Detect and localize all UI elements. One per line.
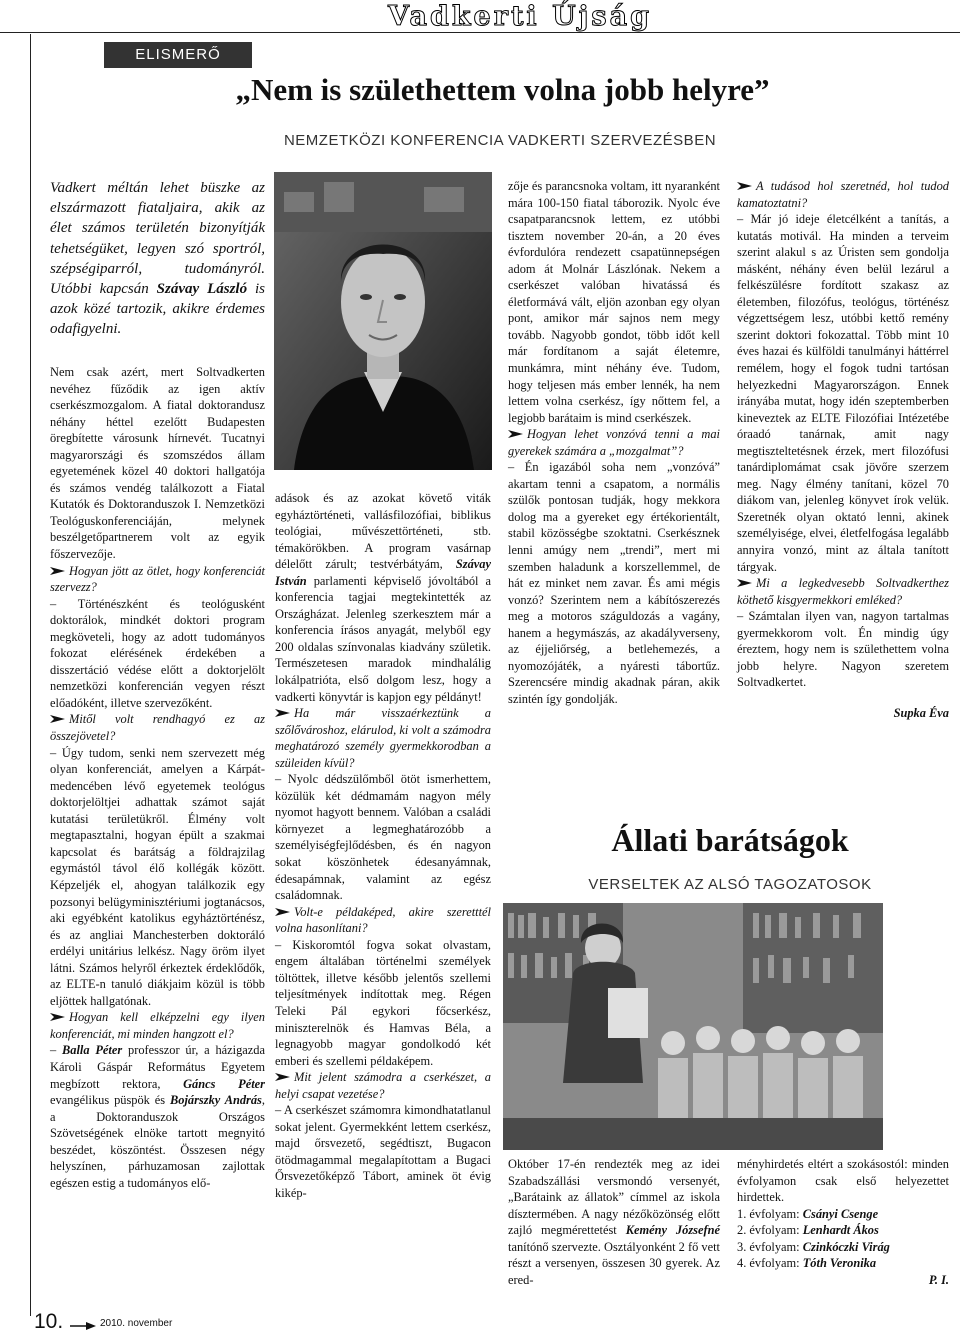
answer-text: –	[50, 1043, 63, 1058]
question-text: Ha már visszaérkeztünk a szőlővároshoz, elárulod, ki volt a számodra meghatározó személy gyermekkorodban a szüleiden kívül?	[275, 706, 491, 770]
col2-answer-2: – Kiskoromtól fogva sokat olvastam, engem általában történelmi személyek töltöttek, illetve később jelentős szellemi teljesítmények indítottak meg. Régen Teleki Pál egykori főcserkész, miniszterelnök és Hamvas Béla, a legnagyobb magyar gondolkodó két emberi és szellemi példaképem.	[275, 937, 491, 1068]
paragraph-text: parlamenti képviselő jóvoltából a konferencia tagjai megtekintették az Országházat. Jelenleg szerkesztem már a konferencia írásos anyagát, melyből egy 200 oldalas színvonalas kiadvány születik. Természetesen maradok mindhalálig lokálpatrióta, első dolgom lesz, hogy a vadkerti könyvtár is kapjon egy példányt!	[275, 573, 491, 704]
col4-question-2	[737, 575, 949, 608]
person-name: Szávay István	[275, 557, 491, 588]
lead-paragraph	[50, 178, 265, 340]
lead-name: Szávay László	[156, 281, 248, 298]
lead-text-1: Vadkert méltán lehet büszke az elszármazott fiataljaira, akik az élet számos területén bizonyítják tehetségüket, legyen szó sportról, szépségiparról, tudományról. Utóbbi kapcsán	[50, 180, 265, 298]
masthead: Vadkerti Újság	[388, 1, 652, 32]
paragraph-text: tanítónő szervezte. Osztályonként 2 fő vett részt a versenyen, összesen 30 gyerek. Az ered-	[508, 1239, 720, 1287]
winner-grade: 1. évfolyam:	[737, 1206, 803, 1221]
column-3	[508, 178, 720, 708]
results-intro: ményhirdetés eltért a szokásostól: minden évfolyamon csak első helyezettet hirdettek.	[737, 1157, 949, 1205]
winner-name: Czinkóczki Virág	[802, 1239, 890, 1254]
article2-column-b	[737, 1156, 949, 1288]
column-4	[737, 178, 949, 722]
winner-grade: 3. évfolyam:	[737, 1239, 803, 1254]
footer-arrow-icon	[70, 1317, 96, 1335]
answer-text: professzor úr, a házigazda Károli Gáspár Református Egyetem megbízott rektora,	[50, 1043, 265, 1091]
section-label: ELISMERŐ	[104, 42, 252, 68]
col3-question-1	[508, 426, 720, 459]
question-text: Mi a legkedvesebb Soltvadkerthez köthető kisgyermekkori emléked?	[737, 576, 949, 607]
winner-row	[737, 1239, 949, 1256]
arrow-icon	[275, 709, 290, 717]
question-text: Hogyan lehet vonzóvá tenni a mai gyerekek számára a „mozgalmat”?	[508, 427, 720, 458]
person-name: Kemény Józsefné	[625, 1223, 720, 1238]
col1-paragraph: Nem csak azért, mert Soltvadkerten nevéhez fűződik az igen aktív cserkészmozgalom. A fiatal doktorandusz néhány héttel ezelőtt Budapesten öregbítette városunk hírnevét. Tucatnyi magyarországi és szomszédos állam egyetemének közel 40 doktori hallgatója és számos vendég találkozott a Fiatal Kutatók és Doktoranduszok I. Nemzetközi Teológuskonferenciáján, melynek beszélgetőpartnerem volt az egyik főszervezője.	[50, 365, 265, 562]
col3-paragraph: zője és parancsnoka voltam, itt nyaranként mára 100-150 fiatal táborozik. Nyolc éve csapatparancsnok lettem, ez utóbbi tisztem november 20-án, a 20 éves évfordulóra rendezett csapatünnepségen adom át Molnár Lászlónak. Nekem a cserkészet valóban hivatássá és életformává vált, eljön azonban egy olyan pont, amikor már sajnos nem megy tovább. Nagyobb gondot, több időt kell már fordítanom a saját életemre, munkámra, mint néhány éve. Tudom, hogy teljesen más ember lennék, ha nem lettem volna cserkész, így nőttem fel, a legjobb barátaim is mind cserkészek.	[508, 179, 720, 425]
arrow-icon	[737, 182, 752, 190]
winner-row	[737, 1206, 949, 1223]
col2-answer-1: – Nyolc dédszülőmből ötöt ismerhettem, közülük két dédmamám nagyon mély nyomot hagyott bennem. Valóban a családi környezet a legmeghatározóbb a személyiségfejlődésben, és én nagyon sokat köszönhetek édesanyámnak, édesapámnak, valamint az egész családomnak.	[275, 772, 491, 903]
headline: „Nem is születhettem volna jobb helyre”	[235, 72, 770, 107]
article2-signature: P. I.	[928, 1272, 949, 1287]
col3-answer-1: – Én igazából soha nem „vonzóvá” akartam tenni a csapatom, a normális szülők pontosan tudják, hogy mekkora dolog ma a gyereket egy értékorientált, stabil közösségbe szoktatni. Cserkésznek lenni amúgy nem „trendi”, mert mi szemben haladunk a korszellemmel, de hát ez minket nem zavar. És ami mégis vonzó? Szerintem nem a kábítószerezés meg a motoros száguldozás a vagány, hanem a hegymászás, az akadályverseny, az éjjeliőrség, a betlehemezés, a nyomozójáték, a nyáresti tábortűz. Szerencsére mindig akadnak páran, akik szintén így gondolják.	[508, 460, 720, 706]
paragraph-text: Október 17-én rendezték meg az idei Szabadszállási versmondó versenyét, „Barátaink az állatok” címmel az iskola dísztermében. A nagy nézőközönség előtt zajló megmérettetést	[508, 1157, 720, 1238]
answer-text: , a Doktoranduszok Országos Szövetségének elnöke tartott megnyitó beszédet, köszöntést. Összesen négy helyszínen, párhuzamosan zajlottak egészen estig a tudományos elő-	[50, 1093, 265, 1190]
col1-question-2	[50, 711, 265, 744]
question-text: Volt-e példaképed, akire szeretttél volna hasonlítani?	[275, 904, 491, 936]
winner-name: Tóth Veronika	[802, 1256, 877, 1271]
winner-row	[737, 1255, 949, 1272]
answer-text: evangélikus püspök és	[50, 1093, 170, 1108]
col2-question-1	[275, 705, 491, 771]
article2-headline: Állati barátságok	[611, 822, 849, 858]
col1-question-3	[50, 1009, 265, 1042]
question-text: Mit jelent számodra a cserkészet, a helyi csapat vezetése?	[275, 1070, 491, 1101]
person-name: Balla Péter	[62, 1043, 123, 1058]
arrow-icon	[275, 1073, 290, 1081]
article2-column-a	[508, 1156, 720, 1288]
arrow-icon	[50, 715, 65, 723]
top-rule	[0, 32, 960, 33]
left-frame-line	[30, 34, 31, 1316]
portrait-photo	[274, 172, 492, 470]
winner-row	[737, 1222, 949, 1239]
col2-paragraph	[275, 490, 491, 705]
col2-question-2	[275, 904, 491, 937]
winner-name: Lenhardt Ákos	[802, 1223, 879, 1238]
col1-answer-3	[50, 1042, 265, 1191]
article2-subheadline: VERSELTEK AZ ALSÓ TAGOZATOSOK	[588, 876, 872, 893]
author-signature: Supka Éva	[893, 705, 949, 720]
person-name: Gáncs Péter	[183, 1076, 265, 1091]
arrow-icon	[50, 567, 65, 575]
article2-paragraph	[508, 1156, 720, 1288]
arrow-icon	[50, 1013, 65, 1021]
question-text: Mitől volt rendhagyó ez az összejövetel?	[50, 712, 265, 744]
winner-grade: 4. évfolyam:	[737, 1256, 803, 1271]
col1-answer-1: – Történészként és teológusként doktorálok, mindkét doktori program megköveteli, hogy az adott tudományos fokozat elérésének érdekében a disszertáció védése előtt a doktorjelölt nemzetközi konferencián vegyen részt előadóként, illetve szervezőként.	[50, 596, 265, 710]
winner-name: Csányi Csenge	[802, 1206, 879, 1221]
arrow-icon	[508, 430, 523, 438]
column-2	[275, 490, 491, 1202]
col4-answer-2: – Számtalan ilyen van, nagyon tartalmas gyermekkorom volt. Én mindig úgy éreztem, hogy nem is születhettem volna jobb helyre. Nagyon szeretem Soltvadkertet.	[737, 609, 949, 690]
question-text: A tudásod hol szeretnéd, hol tudod kamatoztatni?	[737, 179, 949, 210]
person-name: Bojárszky András	[170, 1093, 262, 1108]
col1-question-1	[50, 563, 265, 596]
lead-text-2: is azok közé tartozik, akikre érdemes odafigyelni.	[50, 281, 265, 338]
page-number: 10.	[34, 1310, 64, 1333]
issue-date: 2010. november	[100, 1318, 173, 1329]
col4-answer-1: – Már jó ideje életcélként a tanítás, a kutatás motivál. Ha minden a terveim szerint alakul s az Úristen sem gondolja másként, néhány éven belül lezárul a felkészülésre fordított szakasz az életemben, filozófus, teológus, történész végzettségem lesz, utóbbi kettő remény szerint doktori fokozattal. Több mint 10 éves hazai és külföldi tanulmányi háttérrel remélem, hogy el fogok tudni tartósan helyezkedni Magyarországon. Ennek irányába mutat, hogy idén szeptemberben kineveztek az ELTE Filozófiai Intézetébe óraadó tanárnak, amit nagy megtiszteltetésnek érzek, mert filozófusi tanárdiplomámat csak jövőre szerzem meg. Nagy élmény tanítani, közel 70 diákom van, jelenleg könyvet írok velük. Szeretnék olyan oktató lenni, akinek személyisége, elvei, életfelfogása legalább annyira vonzó, mint az általa tanított tárgyak.	[737, 212, 949, 574]
col4-question-1	[737, 178, 949, 211]
question-text: Hogyan jött az ötlet, hogy konferenciát szervezz?	[50, 563, 265, 595]
col1-answer-2: – Úgy tudom, senki nem szervezett még olyan konferenciát, amelyen a Kárpát-medencében lévő egyetemek teológus doktorjelöltjei adhattak számot saját kutatási területükről. Élmény volt megtapasztalni, hogyan épült a szakmai kapcsolat és barátság a földrajzilag egymástól távol élő kollégák között. Képzeljék el, ahogyan találkozik egy pozsonyi belügyminisztériumi jogtanácsos, aki egyébként katolikus egyháztörténész, és az angliai Manchesterben doktoráló erdélyi unitárius lelkész. Nagy öröm ilyet látni. Számos helyről érkeztek érdeklődők, az ELTE-n tanuló diákjaim közül is több eljöttek hallgatónak.	[50, 745, 265, 1008]
arrow-icon	[737, 579, 752, 587]
subheadline: NEMZETKÖZI KONFERENCIA VADKERTI SZERVEZÉSBEN	[283, 132, 717, 149]
col2-answer-3: – A cserkészet számomra kimondhatatlanul sokat jelent. Gyermekként lettem cserkész, majd őrsvezető, segédtiszt, Bugacon ötödmagammal megalapítottam a Bugaci Őrsvezetőképző Tábort, aminek öt évig kikép-	[275, 1103, 491, 1200]
winner-grade: 2. évfolyam:	[737, 1223, 803, 1238]
col2-question-3	[275, 1069, 491, 1102]
classroom-photo	[503, 903, 883, 1150]
paragraph-text: adások és az azokat követő viták egyháztörténeti, vallásfilozófiai, biblikus teológiai, művészettörténeti, stb. témakörökben. A program vasárnap délelőtt zárult; testvérbátyám,	[275, 491, 491, 572]
arrow-icon	[275, 908, 290, 916]
question-text: Hogyan kell elképzelni egy ilyen konferenciát, mi minden hangzott el?	[50, 1010, 265, 1041]
column-1	[50, 364, 265, 1191]
